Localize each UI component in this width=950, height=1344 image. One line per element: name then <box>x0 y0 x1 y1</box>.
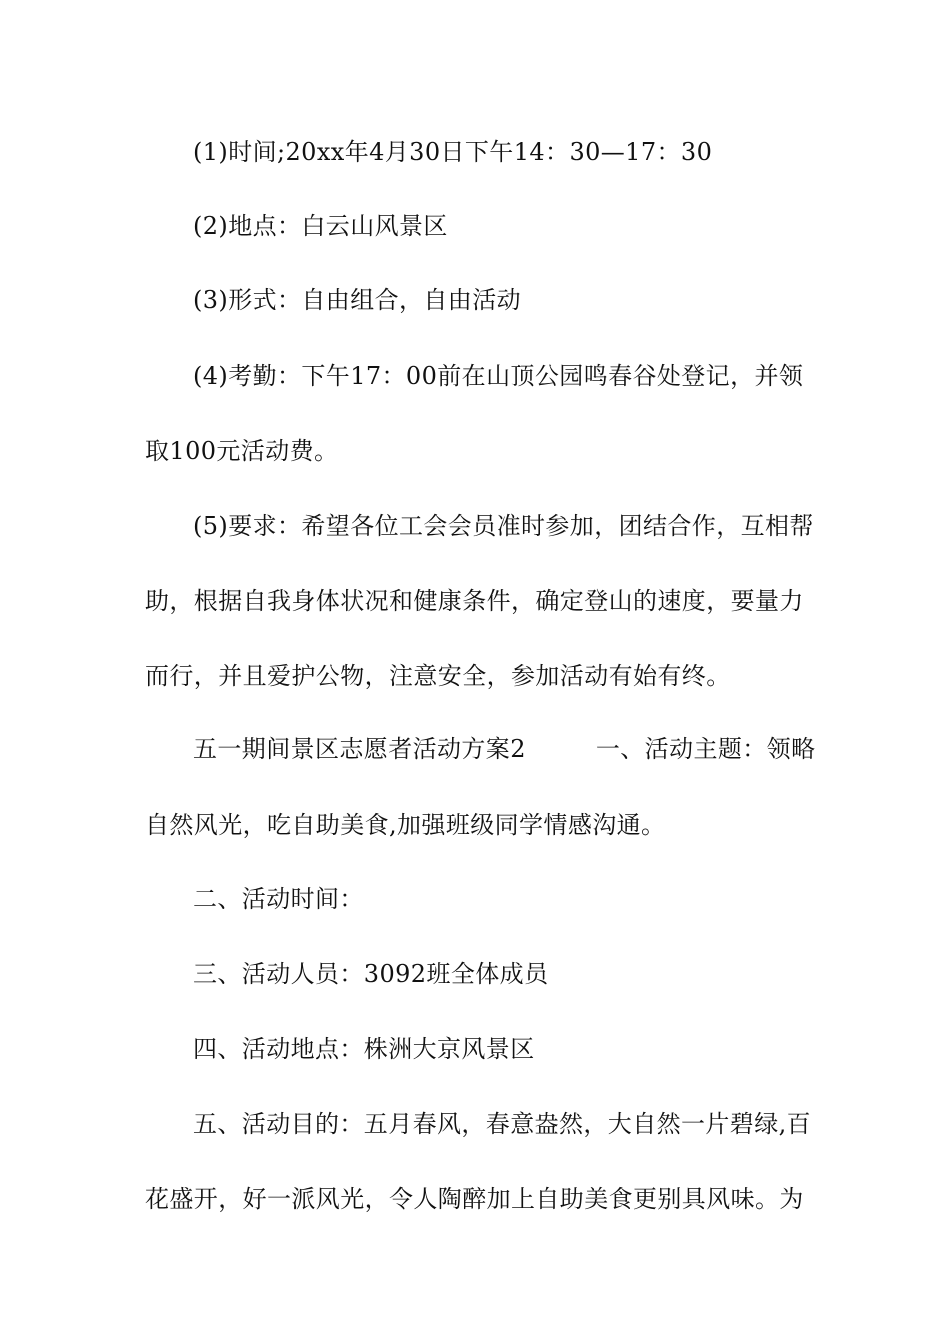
paragraph-requirements: (5)要求：希望各位工会会员准时参加，团结合作，互相帮 <box>193 512 814 540</box>
paragraph-attendance-cont: 取100元活动费。 <box>145 437 339 465</box>
paragraph-theme-cont: 自然风光，吃自助美食,加强班级同学情感沟通。 <box>145 811 666 839</box>
paragraph-requirements-cont-1: 助，根据自我身体状况和健康条件，确定登山的速度，要量力 <box>145 587 804 615</box>
paragraph-activity-people: 三、活动人员：3092班全体成员 <box>193 960 549 988</box>
theme-heading: 一、活动主题：领略 <box>595 735 816 763</box>
paragraph-activity-purpose: 五、活动目的：五月春风，春意盎然，大自然一片碧绿,百 <box>193 1110 812 1138</box>
paragraph-requirements-cont-2: 而行，并且爱护公物，注意安全，参加活动有始有终。 <box>145 662 731 690</box>
paragraph-activity-place: 四、活动地点：株洲大京风景区 <box>193 1035 535 1063</box>
paragraph-attendance: (4)考勤：下午17：00前在山顶公园鸣春谷处登记，并领 <box>193 362 804 390</box>
paragraph-activity-time: 二、活动时间： <box>193 885 364 913</box>
section-heading-line <box>193 734 815 764</box>
paragraph-form: (3)形式：自由组合，自由活动 <box>193 286 521 314</box>
paragraph-location: (2)地点：白云山风景区 <box>193 212 448 240</box>
plan-title: 五一期间景区志愿者活动方案2 <box>193 735 526 763</box>
paragraph-activity-purpose-cont: 花盛开，好一派风光，令人陶醉加上自助美食更别具风味。为 <box>145 1185 804 1213</box>
paragraph-time: (1)时间;20xx年4月30日下午14：30—17：30 <box>193 138 713 166</box>
